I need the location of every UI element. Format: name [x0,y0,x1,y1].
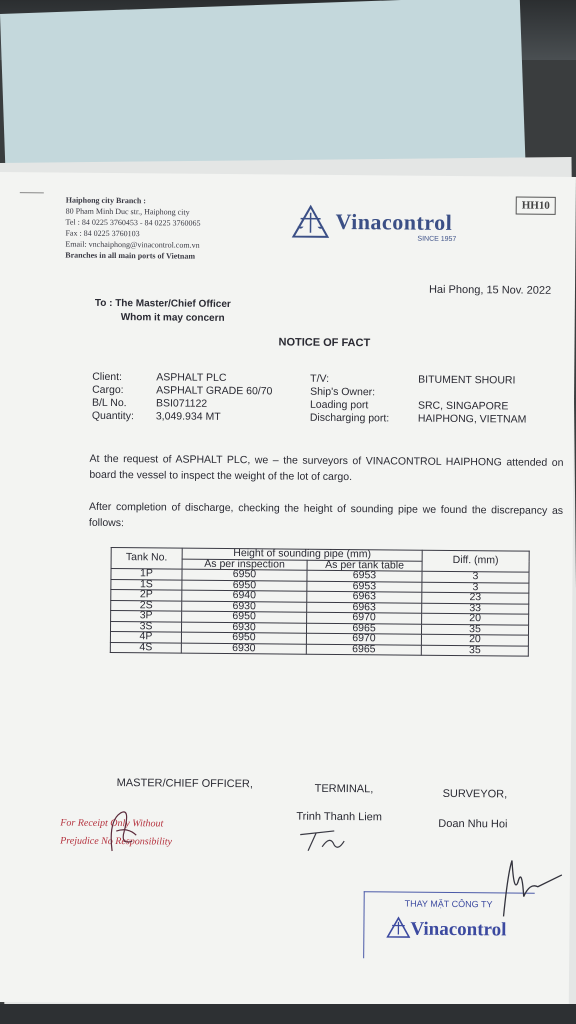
cell-diff: 33 [422,603,529,614]
recipient-block [95,297,231,326]
scales-icon [386,914,410,940]
info-label: Cargo: [92,383,124,397]
seal-caption: THAY MẶT CÔNG TY [404,898,493,910]
col-group-header: Height of sounding pipe (mm) [182,548,422,561]
cell-inspection: 6950 [181,632,306,644]
desk-bottom [0,1004,576,1024]
col-diff-header: Diff. (mm) [422,550,529,572]
cell-tank-table: 6953 [307,581,422,593]
paragraph-discrepancy: After completion of discharge, checking the height of sounding pipe we found the discrepancy as follows: [88,500,564,530]
cell-tank-table: 6965 [306,623,421,635]
document-page [0,172,576,1007]
cell-tank: 3S [110,621,181,632]
cell-diff: 35 [421,645,528,656]
cell-tank-table: 6963 [307,591,422,603]
cell-inspection: 6930 [181,643,306,655]
surveyor-signature-scribble [473,852,564,923]
info-value: HAIPHONG, VIETNAM [417,412,527,426]
cell-tank-table: 6953 [307,570,422,582]
cell-diff: 23 [422,592,529,603]
terminal-signature-label: TERMINAL, [314,782,374,796]
cell-inspection: 6950 [182,580,307,592]
info-right-labels [310,373,390,426]
cell-tank: 1P [111,568,182,579]
branch-fax: Fax : 84 0225 3760103 [65,228,140,239]
recipient-line1: To : The Master/Chief Officer [94,297,231,311]
cell-inspection: 6930 [181,622,306,634]
col-tank-header: Tank No. [111,547,182,569]
document-title: NOTICE OF FACT [278,336,371,350]
date-line: Hai Phong, 15 Nov. 2022 [428,283,552,297]
document-code: HH10 [516,197,556,215]
info-value: SRC, SINGAPORE [417,399,509,413]
info-value: ASPHALT PLC [156,371,227,384]
cell-diff: 3 [422,582,529,593]
info-value: 3,049.934 MT [155,410,221,423]
cell-tank: 1S [111,579,182,590]
col-inspection-header: As per inspection [182,559,307,571]
col-tank-table-header: As per tank table [307,560,422,572]
cell-diff: 20 [421,634,528,645]
scales-icon [291,205,329,239]
red-stamp-line1: For Receipt Only Without [60,817,164,830]
cell-inspection: 6930 [182,601,307,613]
cell-tank: 4P [110,631,181,642]
cell-tank: 2P [111,589,182,600]
branch-note: Branches in all main ports of Vietnam [65,250,196,261]
cell-tank-table: 6970 [306,633,421,645]
company-since: SINCE 1957 [417,235,457,243]
cell-tank: 2S [111,600,182,611]
info-value: ASPHALT GRADE 60/70 [156,384,273,398]
info-label: T/V: [310,372,330,385]
surveyor-signature-label: SURVEYOR, [442,787,508,801]
cell-inspection: 6950 [182,569,307,581]
paragraph-request: At the request of ASPHALT PLC, we – the surveyors of VINACONTROL HAIPHONG attended on board the vessel to inspect the weight of the lot of cargo. [89,452,564,484]
cell-tank-table: 6963 [307,602,422,614]
branch-tel: Tel : 84 0225 3760453 - 84 0225 3760065 [65,217,201,228]
info-left-labels [92,371,134,423]
cell-tank-table: 6965 [306,644,421,656]
info-right-values [418,374,527,427]
cell-diff: 3 [422,571,529,582]
branch-email: Email: vnchaiphong@vinacontrol.com.vn [65,239,200,250]
red-stamp-line2: Prejudice No Responsibility [60,835,173,848]
cell-tank: 4S [110,642,181,653]
branch-address-block [65,195,201,262]
company-name: Vinacontrol [335,208,453,235]
info-value [418,387,527,401]
info-value: BSI071122 [155,397,208,410]
cell-tank: 3P [111,610,182,621]
cell-tank-table: 6970 [307,612,422,624]
info-label: B/L No. [91,396,127,410]
info-label: Quantity: [91,409,134,423]
info-label: Client: [92,370,123,384]
terminal-name: Trinh Thanh Liem [296,810,383,824]
info-label: Discharging port: [309,411,390,425]
cell-diff: 35 [421,624,528,635]
info-value: BITUMENT SHOURI [418,373,516,387]
discrepancy-table-wrap [110,547,530,657]
info-label: Ship's Owner: [310,385,376,399]
recipient-line2: Whom it may concern [120,312,225,324]
surveyor-name: Doan Nhu Hoi [438,817,508,831]
cell-diff: 20 [422,613,529,624]
info-left-values [156,371,273,424]
terminal-signature-scribble [294,825,354,856]
cell-inspection: 6940 [182,590,307,602]
table-row [110,642,528,656]
master-signature-scribble [102,801,143,861]
discrepancy-table [110,547,530,657]
cell-inspection: 6950 [182,611,307,623]
seal-company-name: Vinacontrol [410,918,507,941]
info-label: Loading port [309,398,369,412]
branch-address: 80 Pham Minh Duc str., Haiphong city [65,206,190,217]
edge-mark [20,192,44,193]
branch-title: Haiphong city Branch : [65,195,147,206]
master-signature-label: MASTER/CHIEF OFFICER, [116,777,254,791]
